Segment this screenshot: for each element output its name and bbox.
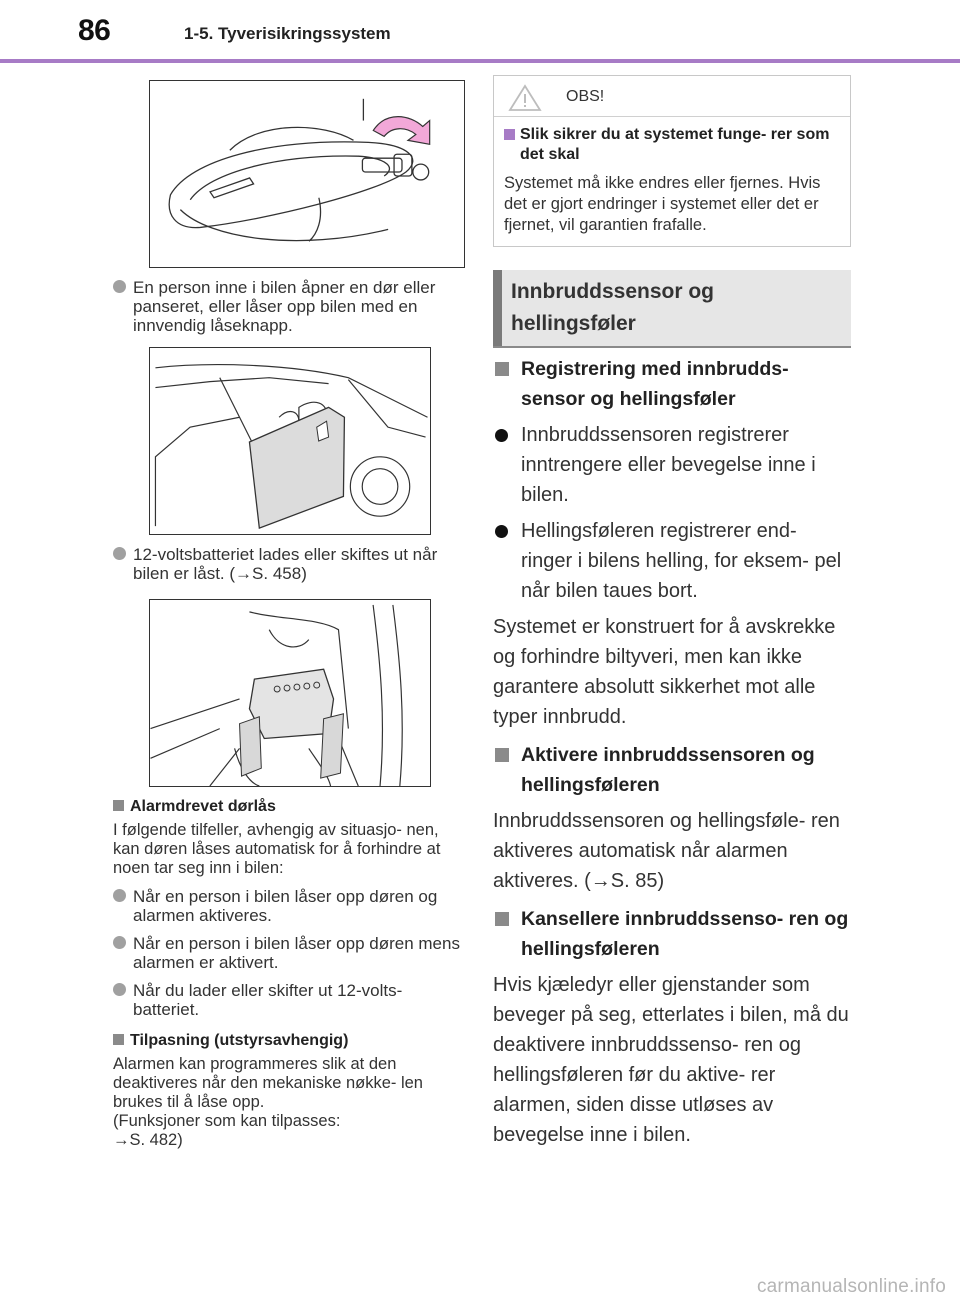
paragraph: Hvis kjæledyr eller gjenstander som beveger på seg, etterlates i bilen, må du deaktivere innbruddssenso- ren og hellingsføleren før du aktive- rer alarmen, siden disse utløses av bevegelse inne i bilen. (493, 974, 849, 1146)
square-bullet-icon (504, 129, 515, 140)
banner-accent-bar (493, 270, 502, 346)
section-banner (493, 270, 851, 346)
banner-title: Innbruddssensor og hellingsføler (511, 280, 715, 335)
bullet-icon (113, 983, 126, 996)
bullet-icon (495, 525, 508, 538)
square-bullet-icon (113, 800, 124, 811)
subsection-heading: Tilpasning (utstyrsavhengig) (113, 1031, 463, 1050)
list-item: Når en person i bilen låser opp døren og alarmen aktiveres. (113, 887, 463, 925)
bullet-icon (495, 429, 508, 442)
paragraph: Innbruddssensoren og hellingsføle- ren aktiveres automatisk når alarmen aktiveres. (→S. 85) (493, 810, 840, 892)
square-bullet-icon (495, 748, 509, 762)
notice-label: OBS! (566, 88, 605, 105)
door-handle-illustration (149, 80, 465, 268)
subsection-heading: Registrering med innbrudds- sensor og hellingsføler (493, 354, 851, 414)
banner-rule (493, 346, 851, 348)
battery-drawing (150, 600, 430, 786)
subsection-heading: Kansellere innbruddssenso- ren og hellingsføleren (493, 904, 851, 964)
header-rule (0, 59, 960, 63)
bullet-icon (113, 889, 126, 902)
bullet-icon (113, 280, 126, 293)
car-door-open-illustration (149, 347, 431, 535)
door-handle-drawing (150, 81, 464, 267)
customization-section (113, 1031, 463, 1150)
subsection-heading: Aktivere innbruddssensoren og hellingsføleren (493, 740, 851, 800)
square-bullet-icon (113, 1034, 124, 1045)
page-number: 86 (78, 14, 111, 47)
square-bullet-icon (495, 912, 509, 926)
section-title: 1-5. Tyverisikringssystem (184, 24, 391, 43)
alarm-door-lock-section (113, 797, 463, 1019)
notice-header (494, 76, 850, 117)
list-item: Innbruddssensoren registrerer inntrengere eller bevegelse inne i bilen. (493, 420, 851, 510)
subsection-heading: Alarmdrevet dørlås (113, 797, 463, 816)
paragraph: Alarmen kan programmeres slik at den deaktiveres når den mekaniske nøkke- len brukes til å låse opp. (113, 1055, 423, 1111)
list-item: Hellingsføleren registrerer end- ringer i bilens helling, for eksem- pel når bilen taues bort. (493, 516, 851, 606)
notice-body (494, 117, 850, 246)
left-column (113, 80, 463, 1150)
right-column (493, 75, 851, 247)
list-item: 12-voltsbatteriet lades eller skiftes ut når bilen er låst. (→S. 458) (113, 545, 463, 583)
notice-heading: Slik sikrer du at systemet funge- rer som det skal (504, 125, 840, 165)
arrow-icon (373, 117, 429, 145)
battery-illustration (149, 599, 431, 787)
car-door-drawing (150, 348, 430, 534)
paragraph: (Funksjoner som kan tilpasses: (113, 1112, 341, 1130)
paragraph: Systemet er konstruert for å avskrekke og forhindre biltyveri, men kan ikke garantere absolutt sikkerhet mot alle typer innbrudd. (493, 616, 836, 728)
bullet-icon (113, 936, 126, 949)
warning-triangle-icon (508, 84, 542, 112)
notice-text: Systemet må ikke endres eller fjernes. Hvis det er gjort endringer i systemet eller det er fjernet, vil garantien frafalle. (504, 174, 821, 234)
list-item: Når en person i bilen låser opp døren mens alarmen er aktivert. (113, 934, 463, 972)
bullet-icon (113, 547, 126, 560)
paragraph: I følgende tilfeller, avhengig av situasjo- nen, kan døren låses automatisk for å forhindre at noen tar seg inn i bilen: (113, 821, 441, 877)
notice-box (493, 75, 851, 247)
intrusion-sensor-content (493, 354, 851, 1150)
watermark: carmanualsonline.info (756, 1276, 946, 1297)
square-bullet-icon (495, 362, 509, 376)
page-reference: →S. 482) (113, 1131, 183, 1149)
list-item: Når du lader eller skifter ut 12-volts- batteriet. (113, 981, 463, 1019)
list-item: En person inne i bilen åpner en dør eller panseret, eller låser opp bilen med en innvendig låseknapp. (113, 278, 463, 335)
